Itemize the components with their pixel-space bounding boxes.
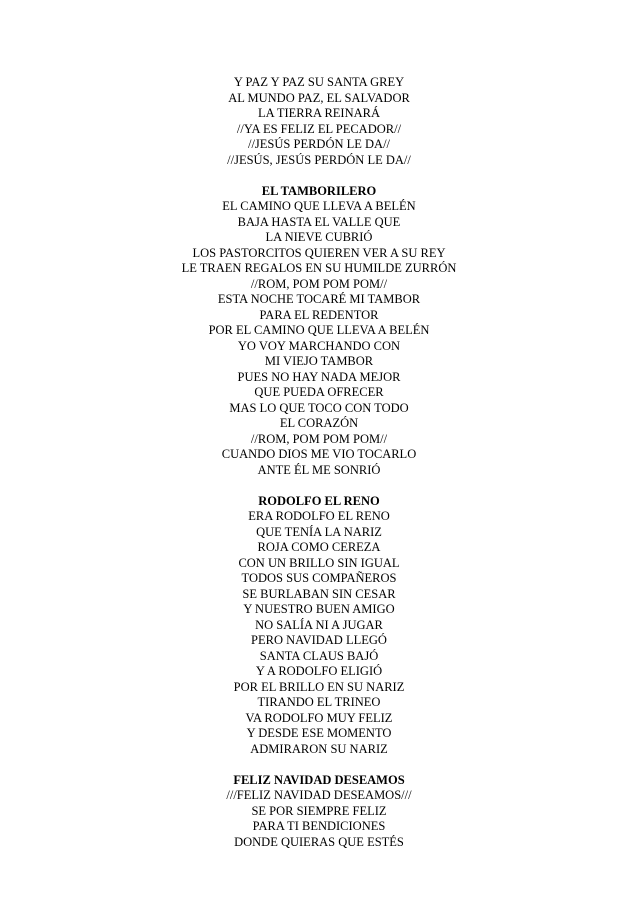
lyric-line: BAJA HASTA EL VALLE QUE [237,214,401,229]
lyric-line: Y NUESTRO BUEN AMIGO [243,602,395,616]
lyric-line: CUANDO DIOS ME VIO TOCARLO [221,447,417,461]
song-title: RODOLFO EL RENO [258,493,380,508]
lyric-line: MAS LO QUE TOCO CON TODO [229,400,409,415]
lyric-line: EL CORAZÓN [279,416,359,430]
lyrics-body [0,75,638,866]
lyric-line: PUES NO HAY NADA MEJOR [237,369,401,384]
lyric-line: ESTA NOCHE TOCARÉ MI TAMBOR [217,292,421,306]
lyric-line: //JESÚS PERDÓN LE DA// [247,137,391,151]
song-intro-block [0,75,638,168]
lyric-line: //ROM, POM POM POM// [250,276,388,291]
lyric-line: ROJA COMO CEREZA [257,540,381,554]
lyric-line: Y A RODOLFO ELIGIÓ [255,664,383,678]
lyric-line: //YA ES FELIZ EL PECADOR// [236,121,402,136]
song-rodolfo-block [0,494,638,758]
lyric-line: Y PAZ Y PAZ SU SANTA GREY [233,75,405,89]
lyric-line: ADMIRARON SU NARIZ [250,741,388,756]
lyric-line: LA TIERRA REINARÁ [258,106,380,120]
lyric-line: ///FELIZ NAVIDAD DESEAMOS/// [226,788,412,802]
song-title: EL TAMBORILERO [261,183,377,198]
lyric-line: SANTA CLAUS BAJÓ [259,648,379,663]
lyric-line: SE POR SIEMPRE FELIZ [251,803,387,818]
lyric-line: PERO NAVIDAD LLEGÓ [251,633,387,647]
lyric-line: PARA EL REDENTOR [259,307,379,322]
lyric-line: LA NIEVE CUBRIÓ [265,230,373,244]
lyric-line: //JESÚS, JESÚS PERDÓN LE DA// [227,152,411,167]
lyric-line: Y DESDE ESE MOMENTO [246,726,392,740]
song-title: FELIZ NAVIDAD DESEAMOS [233,772,405,787]
lyric-line: QUE TENÍA LA NARIZ [256,524,382,539]
lyric-line: LOS PASTORCITOS QUIEREN VER A SU REY [192,245,446,260]
lyric-line: EL CAMINO QUE LLEVA A BELÉN [222,199,416,213]
song-feliz-navidad-block [0,773,638,851]
lyric-line: DONDE QUIERAS QUE ESTÉS [234,834,404,849]
lyric-line: POR EL CAMINO QUE LLEVA A BELÉN [208,323,430,337]
lyric-line: MI VIEJO TAMBOR [264,354,374,368]
lyric-line: VA RODOLFO MUY FELIZ [245,710,393,725]
lyric-line: POR EL BRILLO EN SU NARIZ [233,679,405,694]
lyric-line: ANTE ÉL ME SONRIÓ [257,462,381,477]
lyric-line: QUE PUEDA OFRECER [254,385,384,399]
lyric-line: ERA RODOLFO EL RENO [248,509,390,523]
lyric-line: NO SALÍA NI A JUGAR [255,617,383,632]
lyric-line: TIRANDO EL TRINEO [257,695,381,709]
lyric-line: TODOS SUS COMPAÑEROS [241,571,397,585]
lyric-line: CON UN BRILLO SIN IGUAL [238,555,400,570]
lyric-line: SE BURLABAN SIN CESAR [242,586,396,601]
lyric-line: //ROM, POM POM POM// [250,431,388,446]
lyric-line: LE TRAEN REGALOS EN SU HUMILDE ZURRÓN [181,261,457,275]
lyric-line: YO VOY MARCHANDO CON [237,338,401,353]
lyric-line: AL MUNDO PAZ, EL SALVADOR [228,90,410,105]
lyric-line: PARA TI BENDICIONES [252,819,386,833]
song-tamborilero-block [0,184,638,479]
